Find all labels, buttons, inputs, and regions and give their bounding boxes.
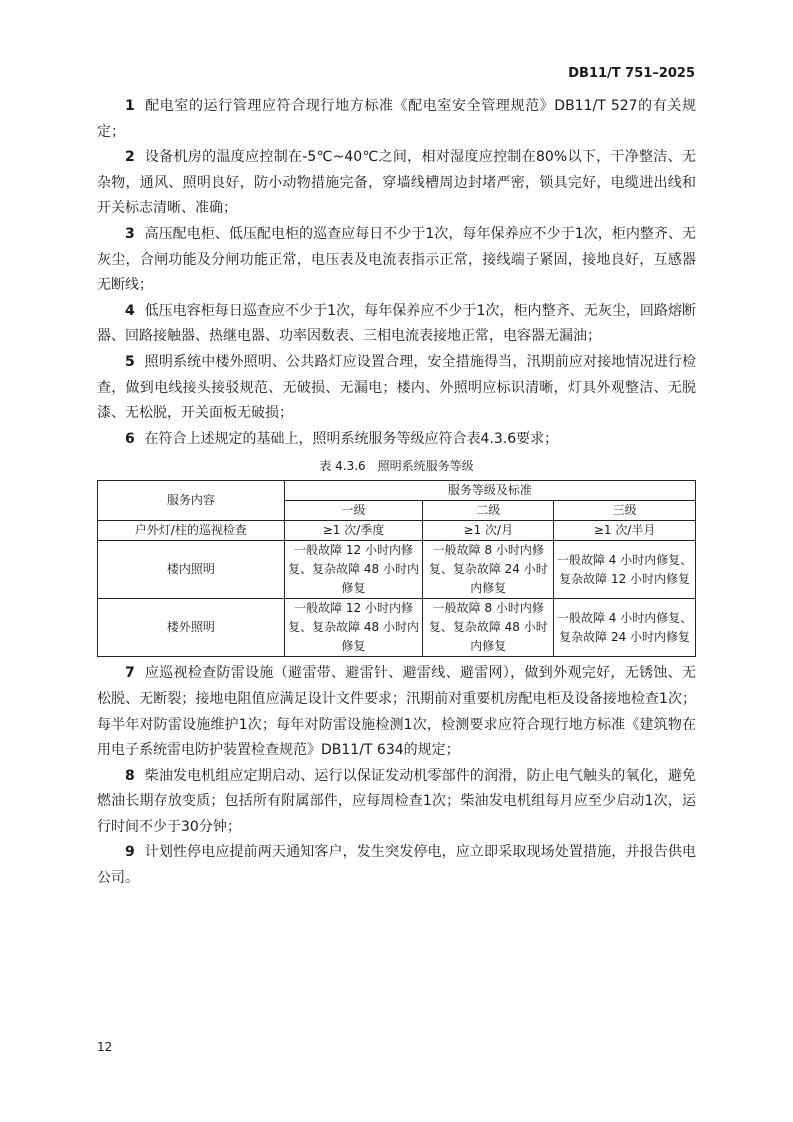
table-cell: 一般故障 12 小时内修复、复杂故障 48 小时内修复 xyxy=(284,541,423,599)
document-body xyxy=(97,94,696,892)
paragraph-5 xyxy=(97,350,696,427)
item-number: 7 xyxy=(125,665,135,682)
paragraph-9 xyxy=(97,840,696,891)
item-number: 6 xyxy=(125,430,135,447)
row-label: 楼内照明 xyxy=(98,541,285,599)
paragraph-text: 照明系统中楼外照明、公共路灯应设置合理，安全措施得当，汛期前应对接地情况进行检查，做到电线接头接驳规范、无破损、无漏电；楼内、外照明应标识清晰，灯具外观整洁、无脱漆、无松脱，开关面板无破损； xyxy=(97,353,696,422)
paragraph-text: 应巡视检查防雷设施（避雷带、避雷针、避雷线、避雷网），做到外观完好，无锈蚀、无松脱、无断裂；接地电阻值应满足设计文件要求；汛期前对重要机房配电柜及设备接地检查1次；每半年对防雷设施维护1次；每年对防雷设施检测1次，检测要求应符合现行地方标准《建筑物在用电子系统雷电防护装置检查规范》DB11/T 634的规定； xyxy=(97,665,696,759)
table-header-row xyxy=(98,481,696,501)
item-number: 4 xyxy=(125,302,135,319)
table-cell: 一般故障 4 小时内修复、复杂故障 12 小时内修复 xyxy=(554,541,696,599)
paragraph-text: 在符合上述规定的基础上，照明系统服务等级应符合表4.3.6要求； xyxy=(144,430,559,447)
paragraph-text: 配电室的运行管理应符合现行地方标准《配电室安全管理规范》DB11/T 527的有关规定； xyxy=(97,98,696,140)
table-caption: 表 4.3.6 照明系统服务等级 xyxy=(319,459,474,474)
table-cell: 一般故障 4 小时内修复、复杂故障 24 小时内修复 xyxy=(554,599,696,657)
paragraph-text: 计划性停电应提前两天通知客户，发生突发停电，应立即采取现场处置措施，并报告供电公司。 xyxy=(97,844,696,887)
header-service-content: 服务内容 xyxy=(98,481,285,521)
table-cell: 一般故障 12 小时内修复、复杂故障 48 小时内修复 xyxy=(284,599,423,657)
item-number: 9 xyxy=(125,844,135,861)
paragraph-text: 设备机房的温度应控制在-5℃~40℃之间，相对湿度应控制在80%以下，干净整洁、无杂物，通风、照明良好，防小动物措施完备，穿墙线槽周边封堵严密，锁具完好，电缆进出线和开关标志清晰、准确； xyxy=(97,149,696,217)
paragraph-text: 柴油发电机组应定期启动、运行以保证发动机零部件的润滑，防止电气触头的氧化，避免燃油长期存放变质；包括所有附属部件，应每周检查1次；柴油发电机组每月应至少启动1次，运行时间不少于30分钟； xyxy=(97,767,696,835)
table-row xyxy=(98,599,696,657)
paragraph-1 xyxy=(97,94,696,145)
table-cell: 一般故障 8 小时内修复、复杂故障 24 小时内修复 xyxy=(423,541,554,599)
level-2-header: 二级 xyxy=(423,501,554,521)
item-number: 5 xyxy=(125,353,135,370)
paragraph-3 xyxy=(97,222,696,299)
table-cell: ≥1 次/半月 xyxy=(554,521,696,541)
item-number: 8 xyxy=(125,767,135,784)
paragraph-text: 高压配电柜、低压配电柜的巡查应每日不少于1次，每年保养应不少于1次，柜内整齐、无灰尘，合闸功能及分闸功能正常，电压表及电流表指示正常，接线端子紧固，接地良好，互感器无断线； xyxy=(97,225,696,294)
page-number: 12 xyxy=(97,1040,113,1054)
lighting-service-level-table xyxy=(97,480,696,657)
item-number: 1 xyxy=(125,98,135,114)
item-number: 3 xyxy=(125,225,135,242)
level-3-header: 三级 xyxy=(554,501,696,521)
item-number: 2 xyxy=(125,149,135,166)
paragraph-8 xyxy=(97,764,696,841)
paragraph-7 xyxy=(97,661,696,763)
table-cell: ≥1 次/月 xyxy=(423,521,554,541)
paragraph-6 xyxy=(97,427,696,453)
document-id: DB11/T 751–2025 xyxy=(568,66,695,81)
table-row xyxy=(98,521,696,541)
paragraph-text: 低压电容柜每日巡查应不少于1次，每年保养应不少于1次，柜内整齐、无灰尘，回路熔断器、回路接触器、热继电器、功率因数表、三相电流表接地正常，电容器无漏油； xyxy=(97,302,696,345)
table-row xyxy=(98,541,696,599)
table-cell: 一般故障 8 小时内修复、复杂故障 48 小时内修复 xyxy=(423,599,554,657)
paragraph-4 xyxy=(97,299,696,350)
paragraph-2 xyxy=(97,145,696,222)
row-label: 户外灯/柱的巡视检查 xyxy=(98,521,285,541)
level-1-header: 一级 xyxy=(284,501,423,521)
row-label: 楼外照明 xyxy=(98,599,285,657)
table-cell: ≥1 次/季度 xyxy=(284,521,423,541)
header-service-levels: 服务等级及标准 xyxy=(284,481,695,501)
